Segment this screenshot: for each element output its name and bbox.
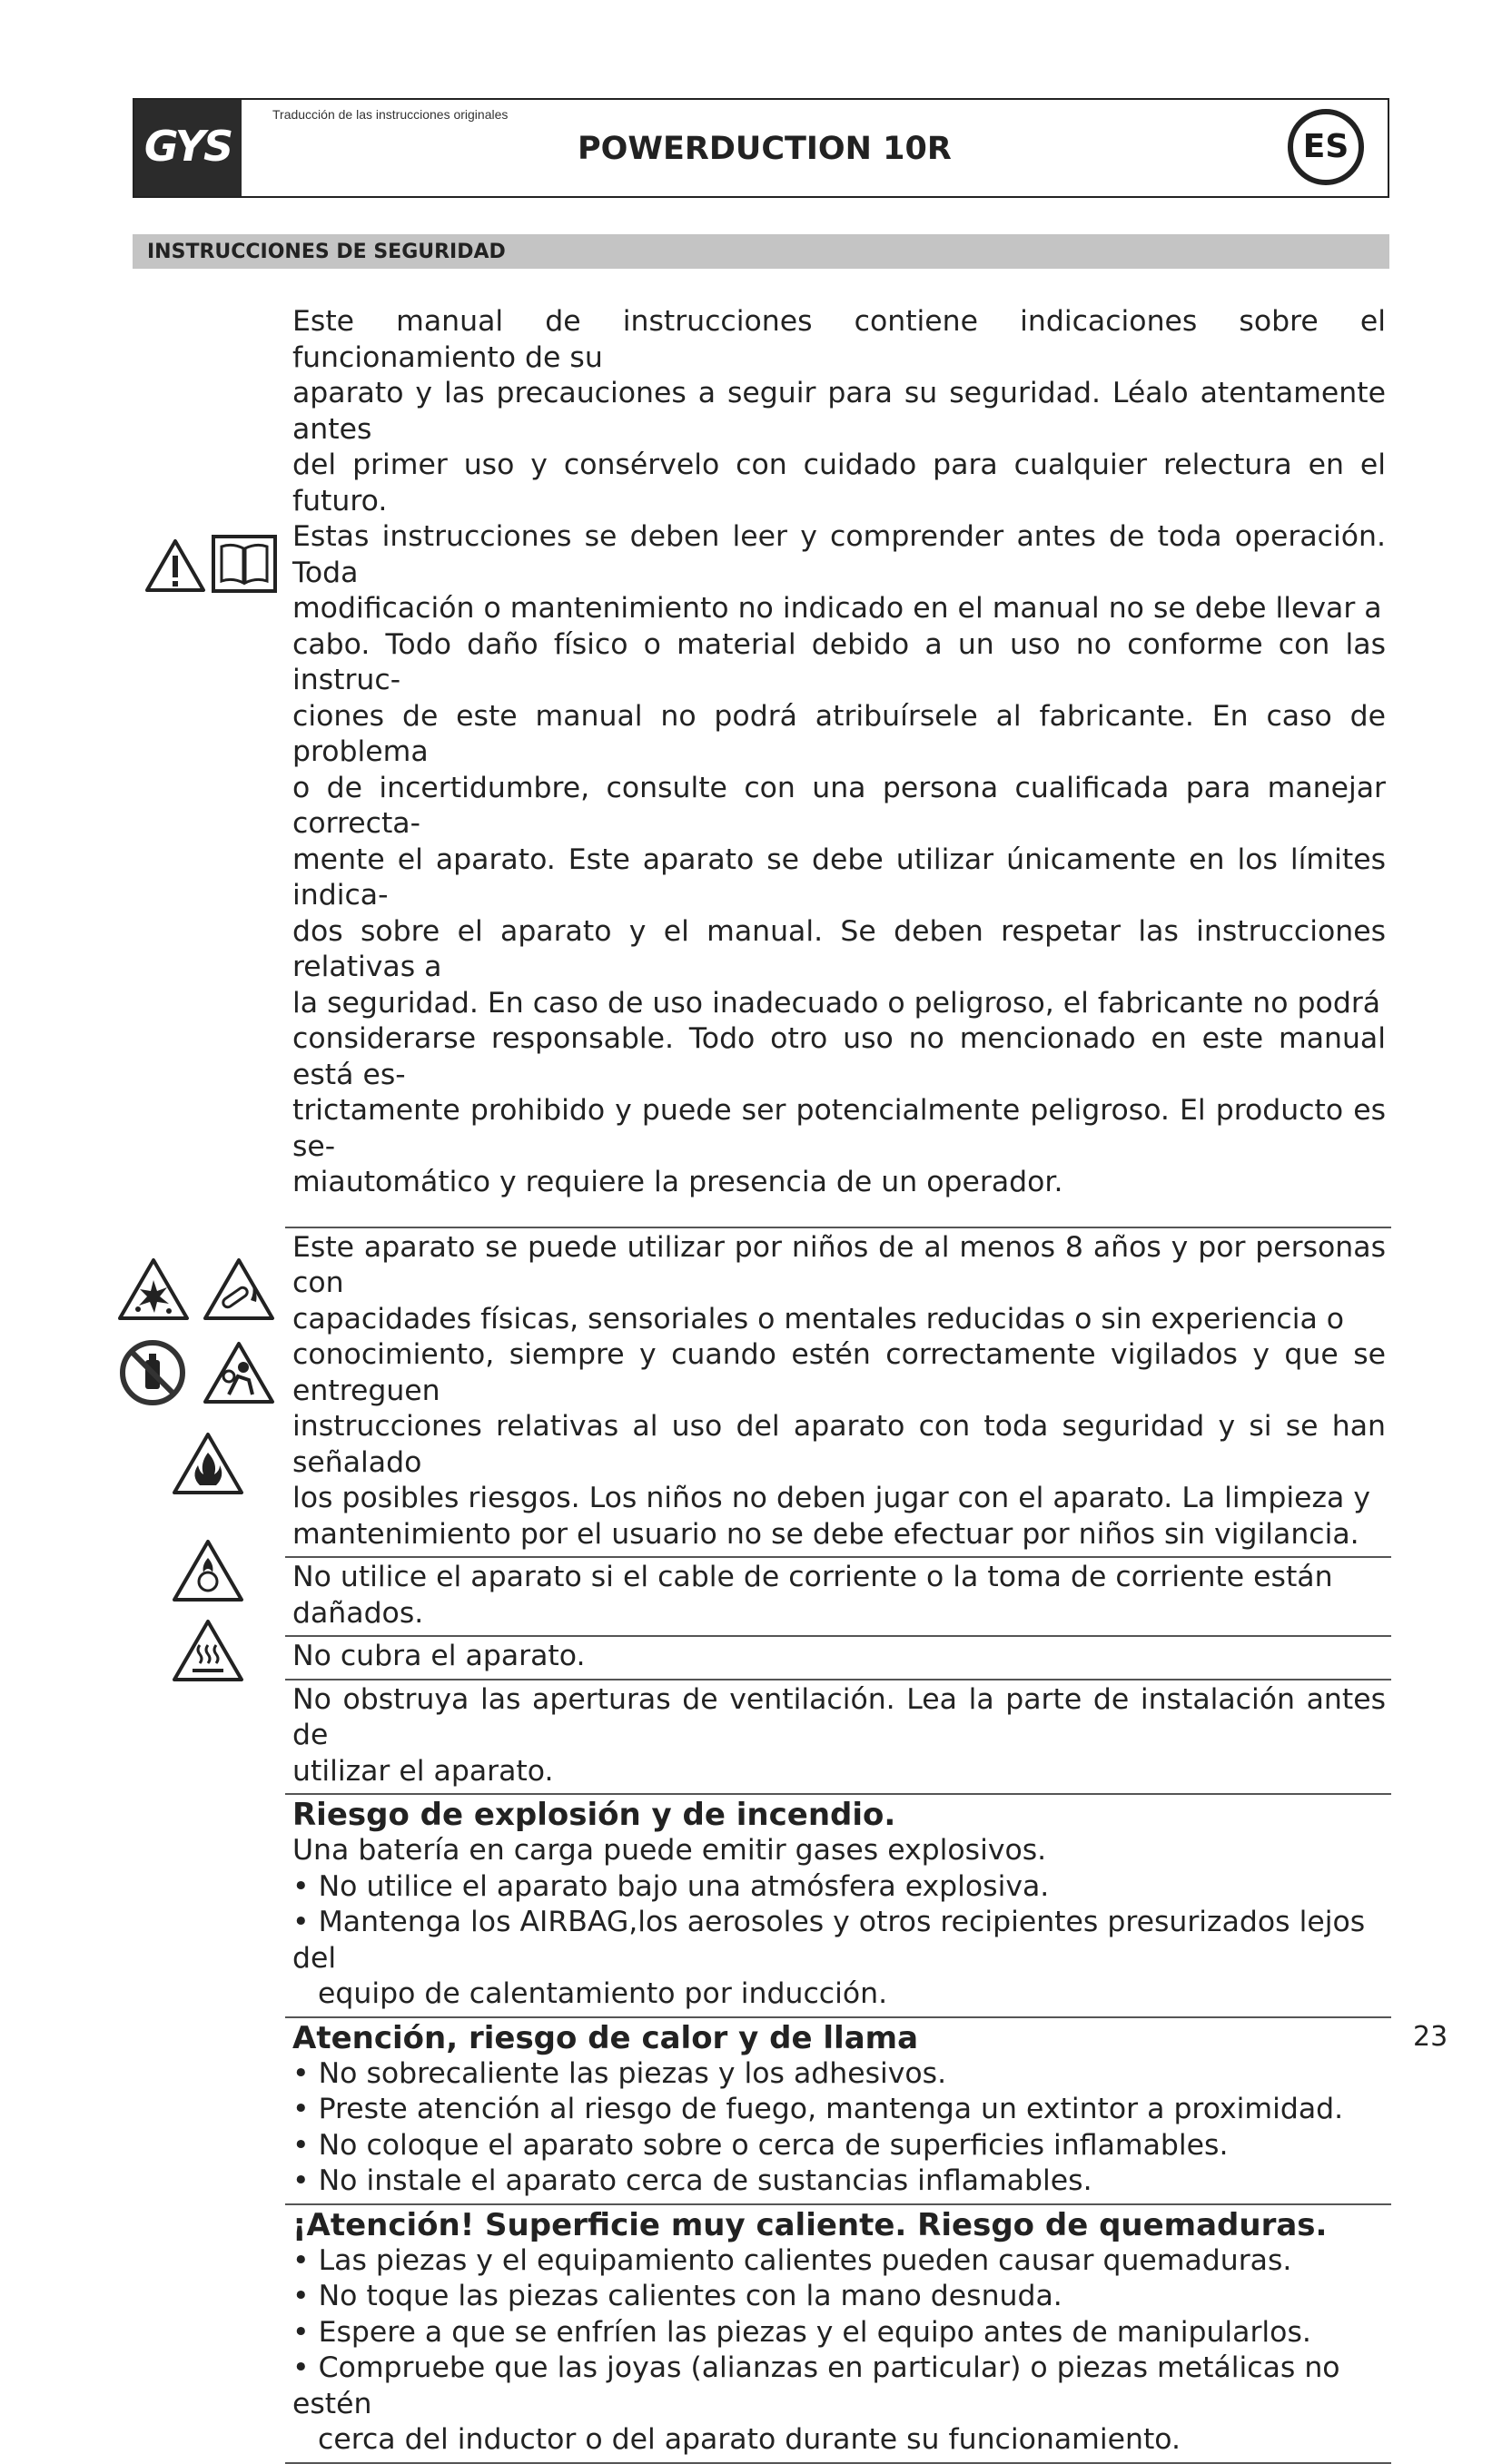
- intro-line: modificación o mantenimiento no indicado en el manual no se debe llevar a: [292, 592, 1382, 625]
- hot-surface-bullet: • Las piezas y el equipamiento calientes pueden causar quemaduras.: [292, 2243, 1292, 2277]
- flammable-icon: [171, 1538, 245, 1603]
- read-manual-icon: [211, 534, 278, 594]
- fire-hazard-icon: [171, 1431, 245, 1496]
- hot-surface-icon: [171, 1618, 245, 1683]
- explosion-bullet: • No utilice el aparato bajo una atmósfera explosiva.: [292, 1869, 1050, 1903]
- heat-bullet: • No coloque el aparato sobre o cerca de superficies inflamables.: [292, 2128, 1229, 2162]
- gys-logo: [134, 100, 242, 196]
- cover-paragraph: [285, 1637, 1391, 1680]
- ventilation-paragraph: [285, 1680, 1391, 1796]
- intro-line: Estas instrucciones se deben leer y comprender antes de toda operación. Toda: [292, 520, 1386, 589]
- explosion-bullet: • Mantenga los AIRBAG,los aerosoles y otros recipientes presurizados lejos del: [292, 1906, 1366, 1975]
- intro-line: trictamente prohibido y puede ser potencialmente peligroso. El producto es se-: [292, 1094, 1386, 1163]
- heat-bullet: • No instale el aparato cerca de sustancias inflamables.: [292, 2164, 1092, 2197]
- document-header: [133, 98, 1389, 198]
- document-title: POWERDUCTION 10R: [578, 131, 952, 167]
- hot-surface-bullet: • Compruebe que las joyas (alianzas en particular) o piezas metálicas no estén: [292, 2351, 1340, 2420]
- intro-line: del primer uso y consérvelo con cuidado para cualquier relectura en el futuro.: [292, 448, 1386, 517]
- no-aerosol-icon: [118, 1338, 187, 1407]
- explosion-intro: Una batería en carga puede emitir gases explosivos.: [292, 1834, 1047, 1867]
- heat-section: [285, 2018, 1391, 2205]
- intro-line: ciones de este manual no podrá atribuírsele al fabricante. En caso de problema: [292, 699, 1386, 768]
- hot-surface-bullet: • Espere a que se enfríen las piezas y el equipo antes de manipularlos.: [292, 2315, 1311, 2349]
- hot-surface-heading: ¡Atención! Superficie muy caliente. Riesgo de quemaduras.: [292, 2206, 1328, 2243]
- children-line: conocimiento, siempre y cuando estén correctamente vigilados y que se entreguen: [292, 1338, 1386, 1407]
- section-title: INSTRUCCIONES DE SEGURIDAD: [147, 241, 506, 263]
- header-subtitle: Traducción de las instrucciones originales: [272, 107, 509, 122]
- hot-surface-bullet-continued: cerca del inductor o del aparato durante su funcionamiento.: [318, 2423, 1181, 2456]
- cover-line: No cubra el aparato.: [292, 1640, 586, 1672]
- safety-content: [285, 302, 1391, 2464]
- language-badge: ES: [1288, 109, 1364, 185]
- explosion-section: [285, 1795, 1391, 2018]
- intro-line: considerarse responsable. Todo otro uso no mencionado en este manual está es-: [292, 1022, 1386, 1091]
- logo-text: GYS: [143, 122, 232, 171]
- heat-bullet: • Preste atención al riesgo de fuego, mantenga un extintor a proximidad.: [292, 2093, 1344, 2125]
- explosion-bullet-continued: equipo de calentamiento por inducción.: [318, 1977, 888, 2010]
- intro-line: Este manual de instrucciones contiene indicaciones sobre el funcionamiento de su: [292, 305, 1386, 374]
- explosion-hazard-icon: [116, 1257, 191, 1322]
- children-line: Este aparato se puede utilizar por niños de al menos 8 años y por personas con: [292, 1230, 1386, 1299]
- warning-triangle-icon: [143, 537, 207, 594]
- explosion-heading: Riesgo de explosión y de incendio.: [292, 1797, 896, 1833]
- children-line: mantenimiento por el usuario no se debe efectuar por niños sin vigilancia.: [292, 1517, 1359, 1551]
- intro-line: miautomático y requiere la presencia de un operador.: [292, 1166, 1063, 1198]
- children-line: capacidades físicas, sensoriales o mentales reducidas o sin experiencia o: [292, 1302, 1345, 1335]
- children-line: los posibles riesgos. Los niños no deben jugar con el aparato. La limpieza y: [292, 1482, 1370, 1514]
- cable-line: dañados.: [292, 1596, 424, 1630]
- cable-line: No utilice el aparato si el cable de corriente o la toma de corriente están: [292, 1561, 1333, 1593]
- page-number: 23: [1413, 2021, 1448, 2053]
- children-line: instrucciones relativas al uso del aparato con toda seguridad y si se han señalado: [292, 1410, 1386, 1479]
- intro-line: o de incertidumbre, consulte con una persona cualificada para manejar correcta-: [292, 771, 1386, 840]
- ventilation-line: No obstruya las aperturas de ventilación. Lea la parte de instalación antes de: [292, 1682, 1386, 1751]
- hot-surface-bullet: • No toque las piezas calientes con la mano desnuda.: [292, 2280, 1062, 2312]
- intro-line: mente el aparato. Este aparato se debe utilizar únicamente en los límites indica-: [292, 843, 1386, 912]
- children-paragraph: [285, 1228, 1391, 1559]
- section-bar: [133, 234, 1389, 269]
- intro-paragraph: [285, 302, 1391, 1228]
- hot-surface-section: [285, 2205, 1391, 2464]
- heat-bullet: • No sobrecaliente las piezas y los adhesivos.: [292, 2056, 947, 2090]
- heat-heading: Atención, riesgo de calor y de llama: [292, 2019, 919, 2056]
- pressurized-gas-icon: [202, 1257, 276, 1322]
- ventilation-line: utilizar el aparato.: [292, 1754, 554, 1788]
- intro-line: cabo. Todo daño físico o material debido a un uso no conforme con las instruc-: [292, 627, 1386, 696]
- intro-line: aparato y las precauciones a seguir para su seguridad. Léalo atentamente antes: [292, 377, 1386, 446]
- intro-line: dos sobre el aparato y el manual. Se deben respetar las instrucciones relativas a: [292, 914, 1386, 983]
- airbag-hazard-icon: [202, 1340, 276, 1405]
- cable-paragraph: [285, 1558, 1391, 1637]
- intro-line: la seguridad. En caso de uso inadecuado o peligroso, el fabricante no podrá: [292, 986, 1381, 1020]
